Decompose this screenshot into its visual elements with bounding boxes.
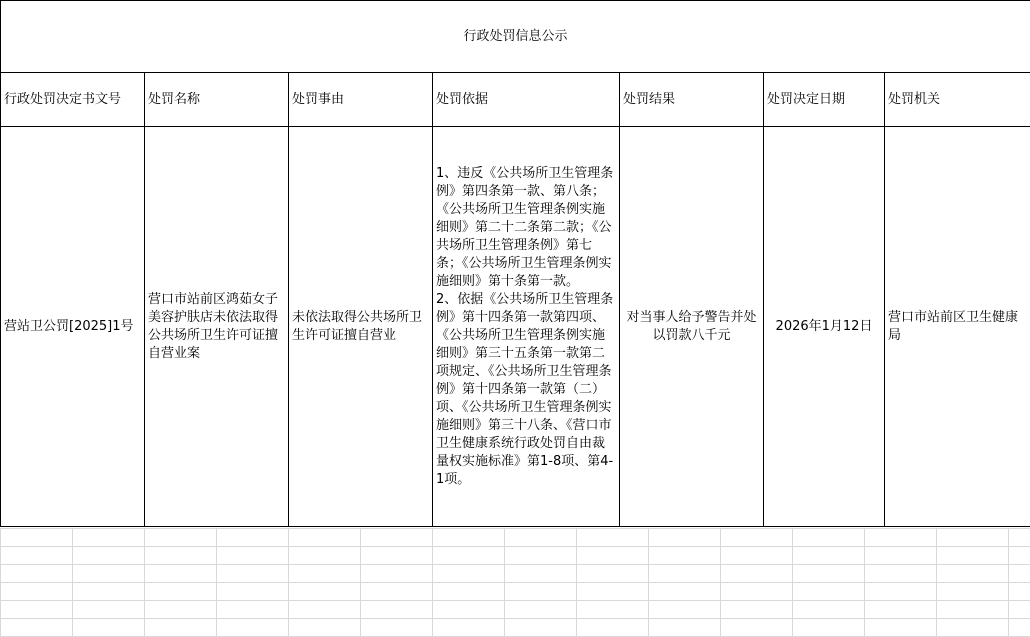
header-penalty-basis[interactable]: 处罚依据 <box>433 73 620 127</box>
header-row <box>1 73 1030 127</box>
cell-penalty-reason[interactable]: 未依法取得公共场所卫生许可证擅自营业 <box>289 127 433 527</box>
cell-penalty-result[interactable]: 对当事人给予警告并处以罚款八千元 <box>620 127 764 527</box>
table-title[interactable]: 行政处罚信息公示 <box>1 1 1030 73</box>
cell-decision-date[interactable]: 2026年1月12日 <box>764 127 885 527</box>
basis-item-1: 1、违反《公共场所卫生管理条例》第四条第一款、第八条；《公共场所卫生管理条例实施细则》第二十二条第二款；《公共场所卫生管理条例》第七条；《公共场所卫生管理条例实施细则》第十条第一款。 <box>436 165 614 289</box>
header-authority[interactable]: 处罚机关 <box>885 73 1030 127</box>
cell-penalty-name[interactable]: 营口市站前区鸿茹女子美容护肤店未依法取得公共场所卫生许可证擅自营业案 <box>145 127 289 527</box>
spreadsheet-grid <box>0 528 1030 637</box>
header-penalty-reason[interactable]: 处罚事由 <box>289 73 433 127</box>
basis-item-2: 2、依据《公共场所卫生管理条例》第十四条第一款第四项、《公共场所卫生管理条例实施细则》第三十五条第一款第二项规定、《公共场所卫生管理条例》第十四条第一款第（二）项、《公共场所卫生管理条例实施细则》第三十八条、《营口市卫生健康系统行政处罚自由裁量权实施标准》第1-8项、第4-1项。 <box>436 291 614 487</box>
header-penalty-result[interactable]: 处罚结果 <box>620 73 764 127</box>
table-row <box>1 127 1030 527</box>
header-doc-no[interactable]: 行政处罚决定书文号 <box>1 73 145 127</box>
header-penalty-name[interactable]: 处罚名称 <box>145 73 289 127</box>
cell-penalty-basis[interactable] <box>433 127 620 527</box>
cell-doc-no[interactable]: 营站卫公罚[2025]1号 <box>1 127 145 527</box>
cell-authority[interactable]: 营口市站前区卫生健康局 <box>885 127 1030 527</box>
header-decision-date[interactable]: 处罚决定日期 <box>764 73 885 127</box>
